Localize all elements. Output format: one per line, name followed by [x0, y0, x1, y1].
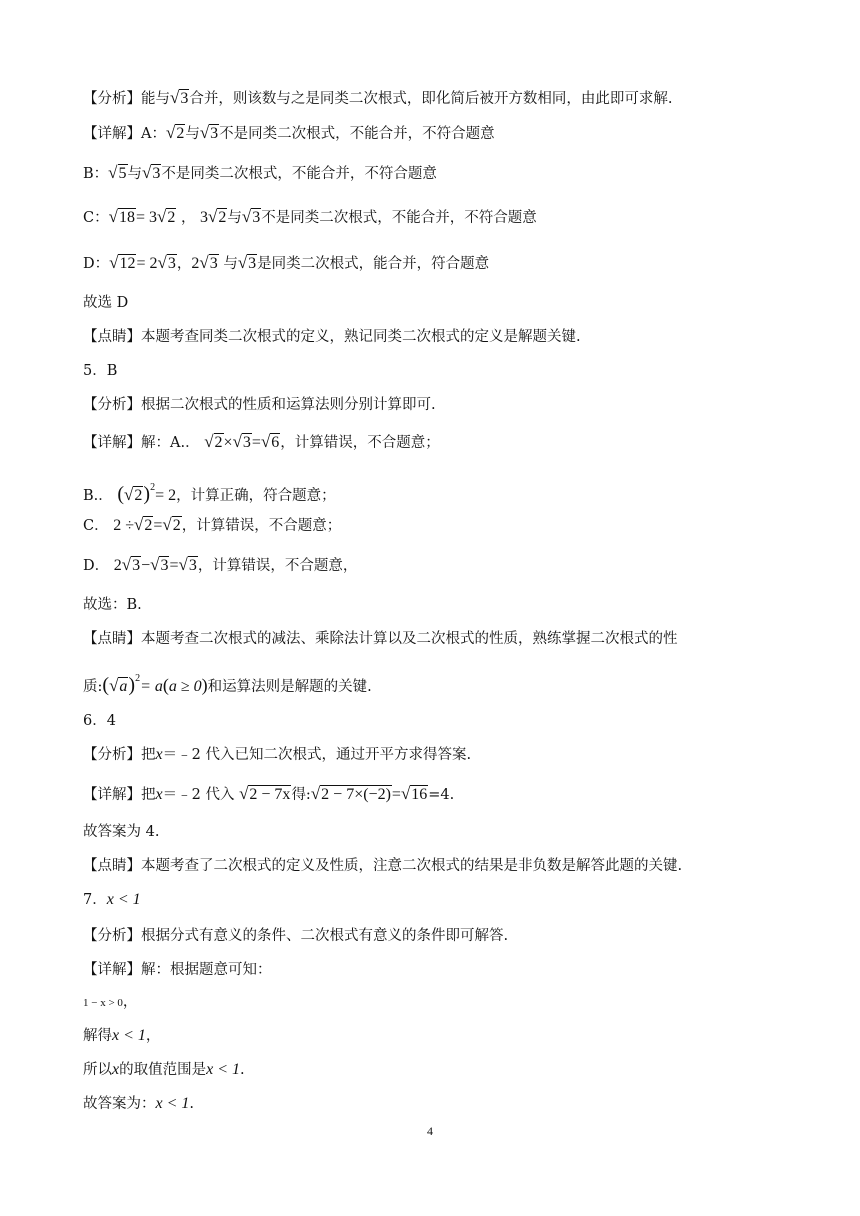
sqrt-3: √3: [237, 253, 257, 272]
sqrt-3: √3: [142, 163, 161, 182]
range-line: 所以x的取值范围是x < 1.: [83, 1061, 245, 1078]
answer-q5: 5．B: [83, 363, 118, 379]
page-number: 4: [427, 1124, 433, 1138]
final-answer-q6: 故答案为 4.: [83, 824, 160, 840]
choice-d: 故选 D: [83, 295, 129, 311]
analysis-line-q5: 【分析】根据二次根式的性质和运算法则分别计算即可.: [83, 397, 436, 413]
analysis-line-q7: 【分析】根据分式有意义的条件、二次根式有意义的条件即可解答.: [83, 928, 509, 944]
detail-line-a: 【详解】A：√2与√3不是同类二次根式，不能合并，不符合题意: [83, 123, 495, 142]
detail-line-q7: 【详解】解：根据题意可知：: [83, 962, 272, 978]
analysis-line-q4: 【分析】能与√3合并，则该数与之是同类二次根式，即化简后被开方数相同，由此即可求解.: [83, 88, 673, 107]
comment-line-q6: 【点睛】本题考查了二次根式的定义及性质，注意二次根式的结果是非负数是解答此题的关键.: [83, 858, 683, 874]
solve-line: 解得x < 1，: [83, 1027, 161, 1044]
answer-q6: 6．4: [83, 713, 116, 729]
comment-line-q4: 【点睛】本题考查同类二次根式的定义，熟记同类二次根式的定义是解题关键.: [83, 329, 581, 345]
sqrt-3: √3: [157, 253, 176, 272]
detail-line-q6: 【详解】把x＝﹣2 代入 √2 − 7x得:√2 − 7×(−2)=√16=4.: [83, 784, 455, 803]
sqrt-12: √12: [109, 253, 136, 272]
inequality-line: 1 − x > 0，: [83, 994, 138, 1010]
detail-line-b: B：√5与√3不是同类二次根式，不能合并，不符合题意: [83, 163, 437, 182]
comment-line-q5: 【点睛】本题考查二次根式的减法、乘除法计算以及二次根式的性质，熟练掌握二次根式的性: [83, 631, 678, 647]
sqrt-3: √3: [170, 88, 189, 107]
detail-line-q5-d: D． 2√3−√3=√3，计算错误，不合题意，: [83, 555, 358, 574]
detail-line-c: C：√18= 3√2 ， 3√2与√3不是同类二次根式，不能合并，不符合题意: [83, 207, 537, 226]
sqrt-2: √2: [165, 123, 185, 142]
sqrt-3: √3: [241, 207, 261, 226]
sqrt-2: √2: [208, 207, 227, 226]
sqrt-18: √18: [108, 207, 135, 226]
analysis-line-q6: 【分析】把x＝﹣2 代入已知二次根式，通过开平方求得答案.: [83, 746, 472, 763]
detail-line-d: D：√12= 2√3，2√3 与√3是同类二次根式，能合并，符合题意: [83, 253, 490, 272]
comment-line-q5-cont: 质$:(√a)^2= a(a \ge 0)$和运算法则是解题的关键.: [83, 673, 372, 696]
sqrt-5: √5: [108, 163, 127, 182]
final-answer-q7: 故答案为：x < 1.: [83, 1095, 195, 1112]
sqrt-3: √3: [199, 253, 218, 272]
sqrt-3: √3: [199, 123, 219, 142]
choice-b: 故选：B.: [83, 597, 142, 613]
detail-line-q5-c: C． 2 ÷√2=√2，计算错误，不合题意；: [83, 515, 342, 534]
answer-q7: 7．x < 1: [83, 891, 141, 908]
detail-line-q5-b: B.． $(√2)^2= 2$，计算正确，符合题意；: [83, 482, 336, 505]
detail-line-q5-a: 【详解】解：A.． √2×√3=√6，计算错误，不合题意；: [83, 432, 440, 451]
sqrt-2: √2: [156, 207, 176, 226]
